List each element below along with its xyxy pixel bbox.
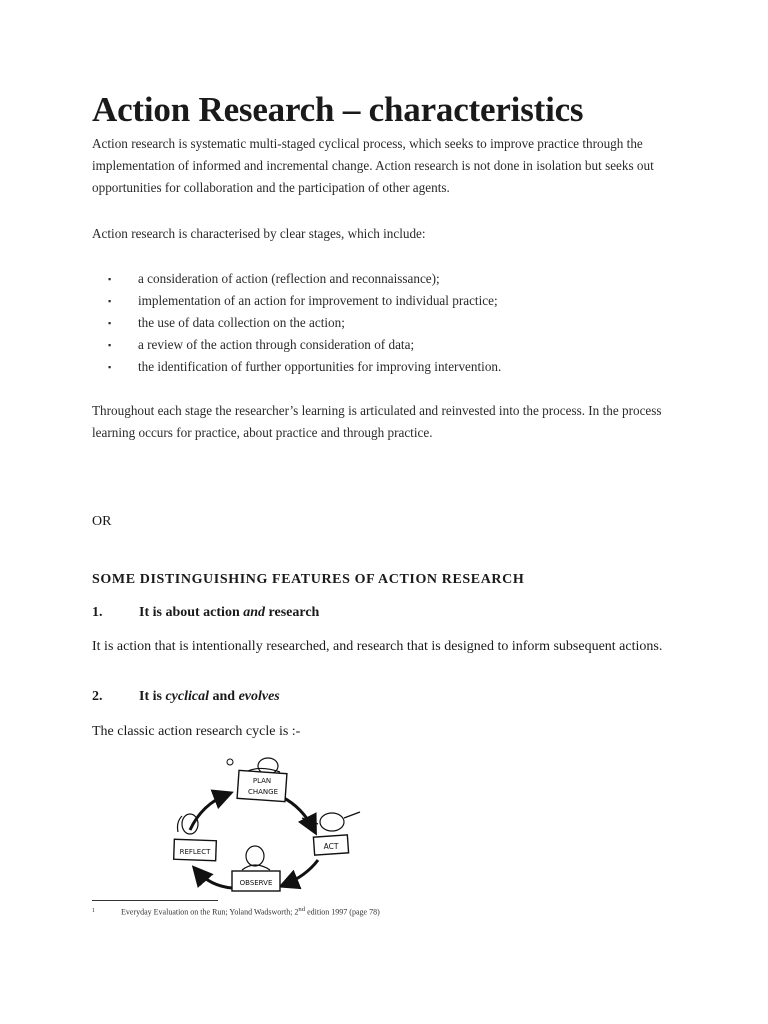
plan-label: PLAN bbox=[252, 777, 272, 785]
arrow-plan-to-act bbox=[282, 797, 314, 830]
arrow-act-to-observe bbox=[284, 860, 318, 885]
learning-paragraph: Throughout each stage the researcher’s learning is articulated and reinvested into the process. In the process learning occurs for practice, about practice and through practice. bbox=[92, 403, 662, 440]
feature-2-title: 2. It is cyclical and evolves bbox=[92, 687, 280, 707]
change-label: CHANGE bbox=[247, 788, 279, 796]
intro-paragraph: Action research is systematic multi-staged cyclical process, which seeks to improve practice through the implementation of informed and incremental change. Action research is not done in isolation but seeks out opportunities for collaboration and the participation of other agents. bbox=[92, 136, 654, 195]
act-label: ACT bbox=[323, 842, 339, 851]
list-item: ▪ a review of the action through consideration of data; bbox=[92, 334, 501, 356]
stages-intro: Action research is characterised by clear stages, which include: bbox=[92, 226, 426, 241]
arrow-reflect-to-plan bbox=[190, 794, 228, 830]
bullet-icon: ▪ bbox=[108, 296, 112, 306]
bullet-icon: ▪ bbox=[108, 274, 112, 284]
stages-list bbox=[92, 268, 501, 378]
footnote: $^1$ Everyday Evaluation on the Run; Yoland Wadsworth; 2nd edition 1997 (page 78) bbox=[92, 906, 380, 917]
reflect-label: REFLECT bbox=[179, 848, 211, 856]
list-item: ▪ a consideration of action (reflection and reconnaissance); bbox=[92, 268, 501, 290]
feature-number: 1. bbox=[92, 605, 103, 620]
cycle-intro: The classic action research cycle is :- bbox=[92, 724, 301, 739]
feature-number: 2. bbox=[92, 689, 103, 704]
footnote-divider bbox=[92, 900, 218, 901]
list-item: ▪ the identification of further opportunities for improving intervention. bbox=[92, 356, 501, 378]
footnote-mark: 1 bbox=[92, 907, 95, 914]
list-item: ▪ implementation of an action for improvement to individual practice; bbox=[92, 290, 501, 312]
feature-1-text: It is action that is intentionally researched, and research that is designed to inform subsequent actions. bbox=[92, 639, 663, 654]
arrow-observe-to-reflect bbox=[196, 870, 232, 888]
observe-label: OBSERVE bbox=[239, 879, 273, 887]
page-title: Action Research – characteristics bbox=[92, 90, 584, 129]
action-research-cycle-diagram bbox=[92, 752, 372, 897]
feature-1-title: 1. It is about action and research bbox=[92, 603, 319, 623]
or-separator: OR bbox=[92, 514, 112, 529]
bullet-icon: ▪ bbox=[108, 318, 112, 328]
list-item: ▪ the use of data collection on the action; bbox=[92, 312, 501, 334]
bullet-icon: ▪ bbox=[108, 340, 112, 350]
bullet-icon: ▪ bbox=[108, 362, 112, 372]
features-heading: SOME DISTINGUISHING FEATURES OF ACTION RESEARCH bbox=[92, 572, 525, 587]
